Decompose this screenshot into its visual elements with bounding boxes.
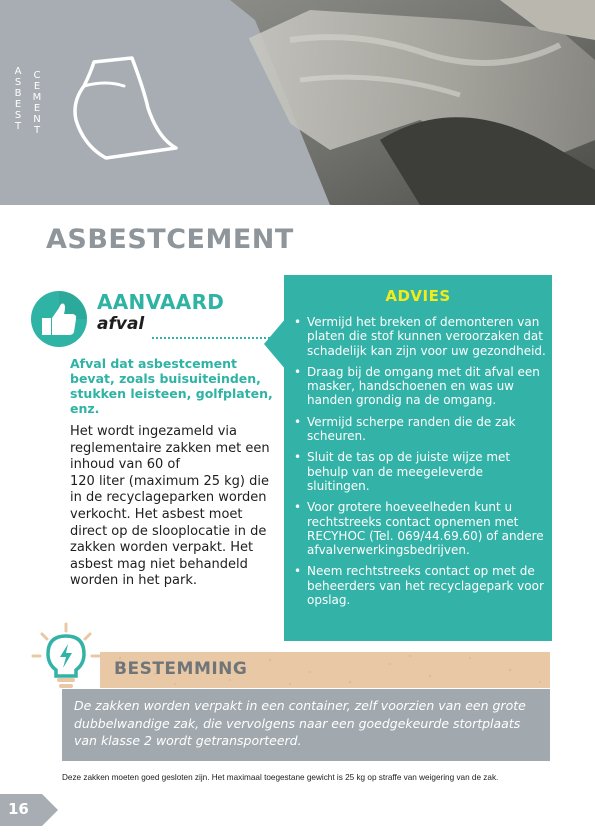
page-number: 16 — [8, 800, 29, 818]
lightbulb-icon — [30, 622, 102, 694]
thumbs-up-icon — [30, 290, 88, 348]
accept-lead-text: Afval dat asbestcement bevat, zoals buisuiteinden, stukken leisteen, golfplaten, enz. — [70, 356, 273, 416]
advies-item: • Draag bij de omgang met dit afval een masker, handschoenen en was uw handen grondig na de omgang. — [294, 365, 546, 408]
advies-pointer — [264, 318, 286, 370]
dotted-divider — [152, 337, 274, 339]
accept-body-text: Het wordt ingezameld via reglementaire zakken met een inhoud van 60 of 120 liter (maximum 25 kg) die in de recyclageparken worden verkocht. Het asbest moet direct op de slooplocatie in de zakken worden verpakt. Het asbest mag niet behandeld worden in het park. — [70, 424, 270, 589]
advies-item: • Sluit de tas op de juiste wijze met behulp van de meegeleverde sluitingen. — [294, 450, 546, 493]
bestemming-label: BESTEMMING — [114, 659, 248, 679]
accept-subtitle: afval — [97, 314, 145, 334]
advies-list — [294, 315, 546, 614]
advies-title: ADVIES — [385, 287, 451, 305]
vertical-label-asbest: ASBEST — [14, 66, 22, 132]
header-banner — [0, 0, 595, 205]
advies-item: • Vermijd het breken of demonteren van platen die stof kunnen veroorzaken dat schadelijk kan zijn voor uw gezondheid. — [294, 315, 546, 358]
advies-item: • Voor grotere hoeveelheden kunt u rechtstreeks contact opnemen met RECYHOC (Tel. 069/44.69.60) of andere afvalverwerkingsbedrijven. — [294, 500, 546, 557]
advies-panel — [284, 275, 552, 641]
bestemming-text: De zakken worden verpakt in een container, zelf voorzien van een grote dubbelwandige zak, die vervolgens naar een goedgekeurde stortplaats van klasse 2 wordt getransporteerd. — [74, 698, 526, 748]
footnote: Deze zakken moeten goed gesloten zijn. Het maximaal toegestane gewicht is 25 kg op straffe van weigering van de zak. — [62, 773, 499, 782]
advies-item: • Neem rechtstreeks contact op met de beheerders van het recyclagepark voor opslag. — [294, 564, 546, 607]
page-title: ASBESTCEMENT — [46, 224, 294, 255]
corrugated-tile-icon — [66, 50, 186, 170]
bestemming-header-bar — [100, 652, 550, 688]
accept-title: AANVAARD — [97, 290, 225, 314]
vertical-label-cement: CEMENT — [32, 70, 42, 136]
advies-item: • Vermijd scherpe randen die de zak scheuren. — [294, 415, 546, 444]
bestemming-panel — [62, 689, 550, 761]
